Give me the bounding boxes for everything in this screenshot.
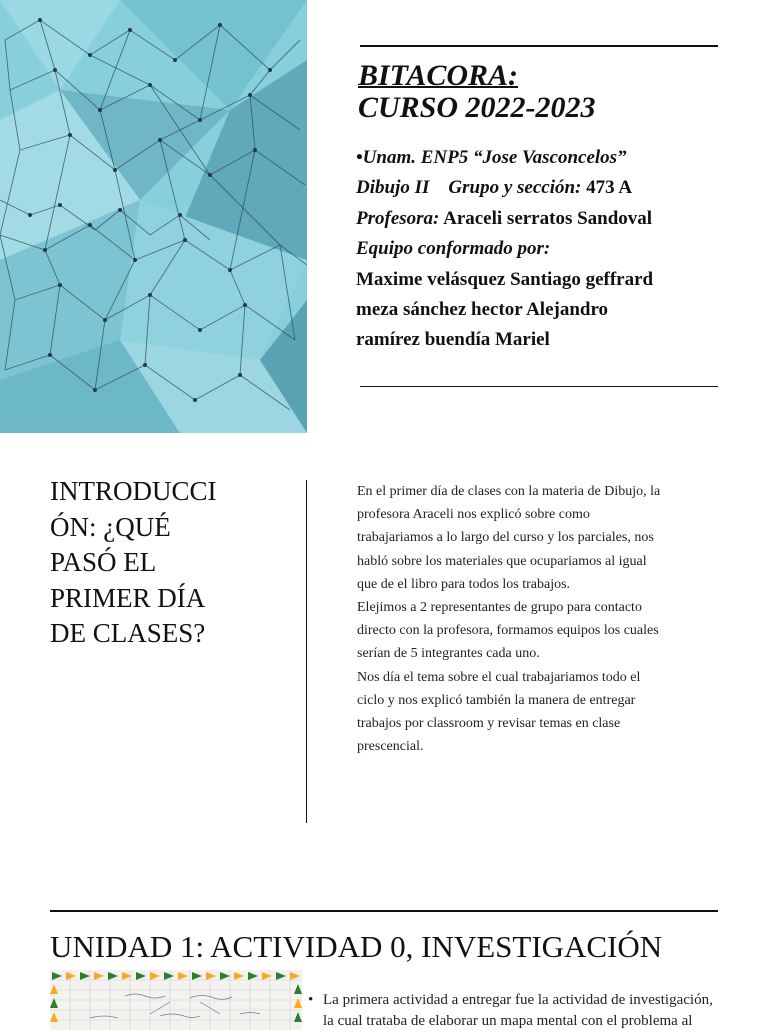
mind-map-photo — [50, 970, 302, 1030]
unit-heading: UNIDAD 1: ACTIVIDAD 0, INVESTIGACIÓN — [50, 929, 663, 964]
paragraph-line: profesora Araceli nos explicó sobre como — [357, 507, 590, 523]
team-member-line: Maxime velásquez Santiago geffrard — [356, 268, 654, 290]
paragraph-line: ciclo y nos explicó también la manera de entregar — [357, 692, 636, 708]
paragraph-line: prescencial. — [357, 739, 424, 755]
bullet-line: La primera actividad a entregar fue la actividad de investigación, — [323, 992, 713, 1008]
intro-heading-line: PRIMER DÍA — [50, 582, 206, 613]
paragraph-line: que de el libro para todos los trabajos. — [357, 576, 571, 592]
title-line-1: BITACORA: — [358, 59, 519, 92]
course-info — [356, 143, 756, 356]
group-label: Grupo y sección: — [448, 177, 582, 199]
title-line-2: CURSO 2022-2023 — [358, 91, 596, 124]
paragraph-line: trabajariamos a lo largo del curso y los parciales, nos — [357, 530, 654, 546]
school-name: •Unam. ENP5 “Jose Vasconcelos” — [356, 147, 627, 168]
column-divider — [306, 480, 307, 823]
bullet-dot-icon: • — [308, 992, 314, 1008]
team-member-line: ramírez buendía Mariel — [356, 329, 550, 351]
intro-paragraph — [357, 480, 717, 758]
cover-image — [0, 0, 307, 433]
paragraph-line: Elejimos a 2 representantes de grupo para contacto — [357, 600, 642, 616]
paragraph-line: serían de 5 integrantes cada uno. — [357, 646, 540, 662]
team-member-line: meza sánchez hector Alejandro — [356, 299, 609, 321]
top-rule — [360, 45, 718, 47]
paragraph-line: Nos día el tema sobre el cual trabajariamos todo el — [357, 669, 641, 685]
group-value: 473 A — [586, 177, 633, 199]
paragraph-line: En el primer día de clases con la materia de Dibujo, la — [357, 484, 661, 499]
intro-heading-line: PASÓ EL — [50, 547, 157, 577]
paragraph-line: habló sobre los materiales que ocupariamos al igual — [357, 553, 647, 569]
intro-heading-line: INTRODUCCI — [50, 476, 217, 506]
teacher-name: Araceli serratos Sandoval — [443, 207, 653, 229]
paragraph-line: directo con la profesora, formamos equipos los cuales — [357, 623, 659, 639]
teacher-label: Profesora: — [356, 207, 440, 229]
intro-heading — [50, 474, 280, 652]
bullet-line: la cual trataba de elaborar un mapa mental con el problema al — [323, 1013, 693, 1029]
team-label: Equipo conformado por: — [356, 238, 551, 260]
header-bottom-rule — [360, 386, 718, 387]
intro-heading-line: ÓN: ¿QUÉ — [50, 511, 171, 542]
section-rule — [50, 910, 718, 912]
paragraph-line: trabajos por classroom y revisar temas en clase — [357, 716, 621, 732]
document-title — [358, 60, 596, 124]
subject-name: Dibujo II — [356, 177, 430, 199]
intro-heading-line: DE CLASES? — [50, 618, 206, 648]
